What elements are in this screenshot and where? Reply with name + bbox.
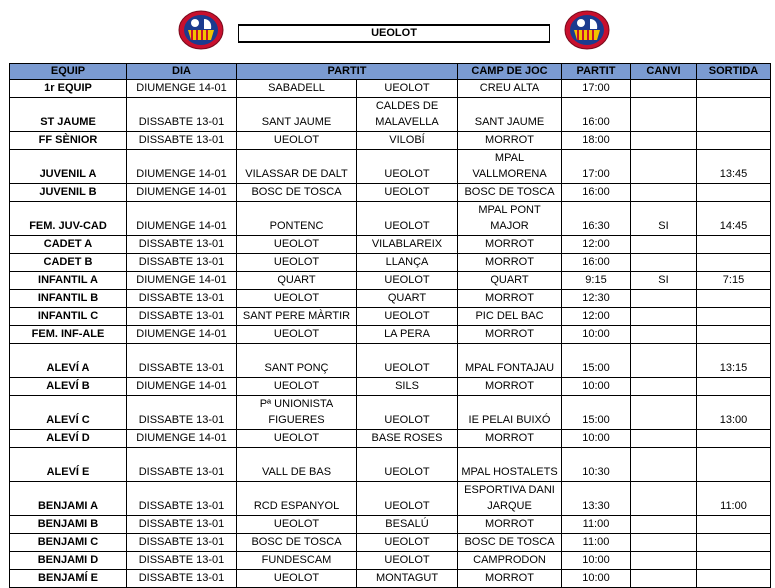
field-cell: BOSC DE TOSCA (458, 534, 562, 552)
home-team-cell: QUART (237, 272, 357, 290)
home-team-cell: UEOLOT (237, 290, 357, 308)
team-cell: ALEVÍ A (10, 344, 127, 378)
table-row (10, 236, 771, 254)
table-row (10, 378, 771, 396)
away-team-cell: UEOLOT (357, 202, 458, 236)
field-cell: PIC DEL BAC (458, 308, 562, 326)
time-cell: 10:00 (562, 570, 631, 588)
team-cell: CADET B (10, 254, 127, 272)
departure-cell (697, 184, 771, 202)
day-cell: DISSABTE 13-01 (127, 516, 237, 534)
time-cell: 10:30 (562, 448, 631, 482)
club-crest-left (178, 10, 224, 50)
away-team-cell: MONTAGUT (357, 570, 458, 588)
home-team-cell: BOSC DE TOSCA (237, 534, 357, 552)
column-header-field: CAMP DE JOC (458, 64, 562, 80)
day-cell: DISSABTE 13-01 (127, 448, 237, 482)
table-row (10, 290, 771, 308)
team-cell: JUVENIL A (10, 150, 127, 184)
table-row (10, 98, 771, 132)
day-cell: DISSABTE 13-01 (127, 570, 237, 588)
day-cell: DISSABTE 13-01 (127, 344, 237, 378)
change-cell (631, 534, 697, 552)
field-cell: MPAL VALLMORENA (458, 150, 562, 184)
table-row (10, 430, 771, 448)
table-row (10, 132, 771, 150)
day-cell: DISSABTE 13-01 (127, 290, 237, 308)
time-cell: 16:00 (562, 184, 631, 202)
away-team-cell: UEOLOT (357, 308, 458, 326)
match-schedule-table (9, 63, 771, 588)
change-cell (631, 570, 697, 588)
away-team-cell: UEOLOT (357, 80, 458, 98)
departure-cell (697, 290, 771, 308)
table-row (10, 254, 771, 272)
field-cell: MORROT (458, 378, 562, 396)
away-team-cell: VILABLAREIX (357, 236, 458, 254)
change-cell (631, 184, 697, 202)
day-cell: DISSABTE 13-01 (127, 534, 237, 552)
home-team-cell: UEOLOT (237, 132, 357, 150)
day-cell: DIUMENGE 14-01 (127, 184, 237, 202)
home-team-cell: PONTENC (237, 202, 357, 236)
home-team-cell: SANT JAUME (237, 98, 357, 132)
home-team-cell: BOSC DE TOSCA (237, 184, 357, 202)
day-cell: DIUMENGE 14-01 (127, 272, 237, 290)
time-cell: 17:00 (562, 150, 631, 184)
field-cell: MPAL HOSTALETS (458, 448, 562, 482)
day-cell: DIUMENGE 14-01 (127, 326, 237, 344)
home-team-cell: UEOLOT (237, 378, 357, 396)
day-cell: DIUMENGE 14-01 (127, 430, 237, 448)
departure-cell (697, 236, 771, 254)
home-team-cell: SANT PERE MÀRTIR (237, 308, 357, 326)
day-cell: DISSABTE 13-01 (127, 396, 237, 430)
field-cell: QUART (458, 272, 562, 290)
away-team-cell: BESALÚ (357, 516, 458, 534)
home-team-cell: SANT PONÇ (237, 344, 357, 378)
day-cell: DIUMENGE 14-01 (127, 202, 237, 236)
departure-cell (697, 132, 771, 150)
time-cell: 12:00 (562, 308, 631, 326)
field-cell: BOSC DE TOSCA (458, 184, 562, 202)
table-row (10, 534, 771, 552)
home-team-cell: Pª UNIONISTA FIGUERES (237, 396, 357, 430)
change-cell (631, 430, 697, 448)
change-cell (631, 236, 697, 254)
departure-cell (697, 534, 771, 552)
home-team-cell: FUNDESCAM (237, 552, 357, 570)
field-cell: ESPORTIVA DANI JARQUE (458, 482, 562, 516)
table-row (10, 344, 771, 378)
change-cell (631, 552, 697, 570)
home-team-cell: SABADELL (237, 80, 357, 98)
change-cell (631, 290, 697, 308)
field-cell: CAMPRODON (458, 552, 562, 570)
table-row (10, 552, 771, 570)
field-cell: MORROT (458, 430, 562, 448)
change-cell (631, 150, 697, 184)
day-cell: DIUMENGE 14-01 (127, 150, 237, 184)
field-cell: CREU ALTA (458, 80, 562, 98)
departure-cell: 14:45 (697, 202, 771, 236)
away-team-cell: UEOLOT (357, 534, 458, 552)
team-cell: 1r EQUIP (10, 80, 127, 98)
departure-cell: 13:00 (697, 396, 771, 430)
change-cell (631, 344, 697, 378)
field-cell: MORROT (458, 516, 562, 534)
away-team-cell: UEOLOT (357, 448, 458, 482)
team-cell: BENJAMÍ E (10, 570, 127, 588)
time-cell: 17:00 (562, 80, 631, 98)
change-cell (631, 254, 697, 272)
departure-cell: 11:00 (697, 482, 771, 516)
page-title: UEOLOT (238, 24, 550, 43)
away-team-cell: UEOLOT (357, 344, 458, 378)
team-cell: INFANTIL A (10, 272, 127, 290)
day-cell: DIUMENGE 14-01 (127, 378, 237, 396)
team-cell: INFANTIL B (10, 290, 127, 308)
field-cell: MORROT (458, 290, 562, 308)
time-cell: 16:00 (562, 254, 631, 272)
time-cell: 11:00 (562, 534, 631, 552)
field-cell: MORROT (458, 132, 562, 150)
away-team-cell: SILS (357, 378, 458, 396)
column-header-day: DIA (127, 64, 237, 80)
team-cell: FEM. INF-ALE (10, 326, 127, 344)
away-team-cell: BASE ROSES (357, 430, 458, 448)
table-row (10, 482, 771, 516)
time-cell: 10:00 (562, 326, 631, 344)
departure-cell (697, 80, 771, 98)
team-cell: JUVENIL B (10, 184, 127, 202)
away-team-cell: UEOLOT (357, 272, 458, 290)
day-cell: DISSABTE 13-01 (127, 482, 237, 516)
departure-cell: 13:45 (697, 150, 771, 184)
table-row (10, 396, 771, 430)
table-row (10, 184, 771, 202)
column-header-time: PARTIT (562, 64, 631, 80)
time-cell: 15:00 (562, 396, 631, 430)
table-row (10, 308, 771, 326)
day-cell: DISSABTE 13-01 (127, 236, 237, 254)
day-cell: DISSABTE 13-01 (127, 552, 237, 570)
table-row (10, 272, 771, 290)
away-team-cell: UEOLOT (357, 482, 458, 516)
field-cell: MORROT (458, 326, 562, 344)
time-cell: 10:00 (562, 552, 631, 570)
team-cell: INFANTIL C (10, 308, 127, 326)
team-cell: ALEVÍ C (10, 396, 127, 430)
departure-cell (697, 430, 771, 448)
home-team-cell: UEOLOT (237, 516, 357, 534)
team-cell: ALEVÍ E (10, 448, 127, 482)
field-cell: MORROT (458, 236, 562, 254)
time-cell: 15:00 (562, 344, 631, 378)
departure-cell (697, 552, 771, 570)
departure-cell: 7:15 (697, 272, 771, 290)
table-row (10, 202, 771, 236)
away-team-cell: UEOLOT (357, 184, 458, 202)
away-team-cell: UEOLOT (357, 150, 458, 184)
time-cell: 11:00 (562, 516, 631, 534)
home-team-cell: RCD ESPANYOL (237, 482, 357, 516)
departure-cell (697, 326, 771, 344)
change-cell (631, 132, 697, 150)
table-row (10, 570, 771, 588)
change-cell (631, 396, 697, 430)
home-team-cell: UEOLOT (237, 326, 357, 344)
change-cell (631, 308, 697, 326)
team-cell: BENJAMI B (10, 516, 127, 534)
club-crest-right (564, 10, 610, 50)
team-cell: CADET A (10, 236, 127, 254)
time-cell: 18:00 (562, 132, 631, 150)
change-cell (631, 80, 697, 98)
away-team-cell: CALDES DE MALAVELLA (357, 98, 458, 132)
day-cell: DISSABTE 13-01 (127, 308, 237, 326)
time-cell: 13:30 (562, 482, 631, 516)
time-cell: 10:00 (562, 378, 631, 396)
table-row (10, 448, 771, 482)
time-cell: 10:00 (562, 430, 631, 448)
change-cell (631, 448, 697, 482)
departure-cell (697, 516, 771, 534)
field-cell: MORROT (458, 570, 562, 588)
column-header-match: PARTIT (237, 64, 458, 80)
away-team-cell: UEOLOT (357, 396, 458, 430)
table-row (10, 80, 771, 98)
time-cell: 9:15 (562, 272, 631, 290)
time-cell: 16:00 (562, 98, 631, 132)
change-cell: SI (631, 202, 697, 236)
departure-cell (697, 308, 771, 326)
home-team-cell: VALL DE BAS (237, 448, 357, 482)
home-team-cell: VILASSAR DE DALT (237, 150, 357, 184)
column-header-change: CANVI (631, 64, 697, 80)
away-team-cell: LLANÇA (357, 254, 458, 272)
team-cell: FEM. JUV-CAD (10, 202, 127, 236)
time-cell: 12:00 (562, 236, 631, 254)
change-cell (631, 378, 697, 396)
away-team-cell: QUART (357, 290, 458, 308)
table-body (10, 80, 771, 588)
team-cell: ST JAUME (10, 98, 127, 132)
field-cell: MPAL FONTAJAU (458, 344, 562, 378)
day-cell: DIUMENGE 14-01 (127, 80, 237, 98)
table-row (10, 516, 771, 534)
column-header-departure: SORTIDA (697, 64, 771, 80)
day-cell: DISSABTE 13-01 (127, 132, 237, 150)
time-cell: 16:30 (562, 202, 631, 236)
away-team-cell: VILOBÍ (357, 132, 458, 150)
team-cell: ALEVÍ B (10, 378, 127, 396)
away-team-cell: LA PERA (357, 326, 458, 344)
field-cell: IE PELAI BUIXÓ (458, 396, 562, 430)
away-team-cell: UEOLOT (357, 552, 458, 570)
departure-cell: 13:15 (697, 344, 771, 378)
departure-cell (697, 254, 771, 272)
departure-cell (697, 98, 771, 132)
home-team-cell: UEOLOT (237, 570, 357, 588)
field-cell: MORROT (458, 254, 562, 272)
field-cell: SANT JAUME (458, 98, 562, 132)
home-team-cell: UEOLOT (237, 254, 357, 272)
departure-cell (697, 448, 771, 482)
time-cell: 12:30 (562, 290, 631, 308)
day-cell: DISSABTE 13-01 (127, 98, 237, 132)
field-cell: MPAL PONT MAJOR (458, 202, 562, 236)
change-cell (631, 98, 697, 132)
home-team-cell: UEOLOT (237, 430, 357, 448)
change-cell (631, 516, 697, 534)
change-cell: SI (631, 272, 697, 290)
departure-cell (697, 378, 771, 396)
team-cell: ALEVÍ D (10, 430, 127, 448)
change-cell (631, 326, 697, 344)
column-header-team: EQUIP (10, 64, 127, 80)
home-team-cell: UEOLOT (237, 236, 357, 254)
table-header-row (10, 64, 771, 80)
day-cell: DISSABTE 13-01 (127, 254, 237, 272)
team-cell: BENJAMI C (10, 534, 127, 552)
departure-cell (697, 570, 771, 588)
team-cell: FF SÈNIOR (10, 132, 127, 150)
change-cell (631, 482, 697, 516)
team-cell: BENJAMI A (10, 482, 127, 516)
team-cell: BENJAMI D (10, 552, 127, 570)
table-row (10, 326, 771, 344)
table-row (10, 150, 771, 184)
